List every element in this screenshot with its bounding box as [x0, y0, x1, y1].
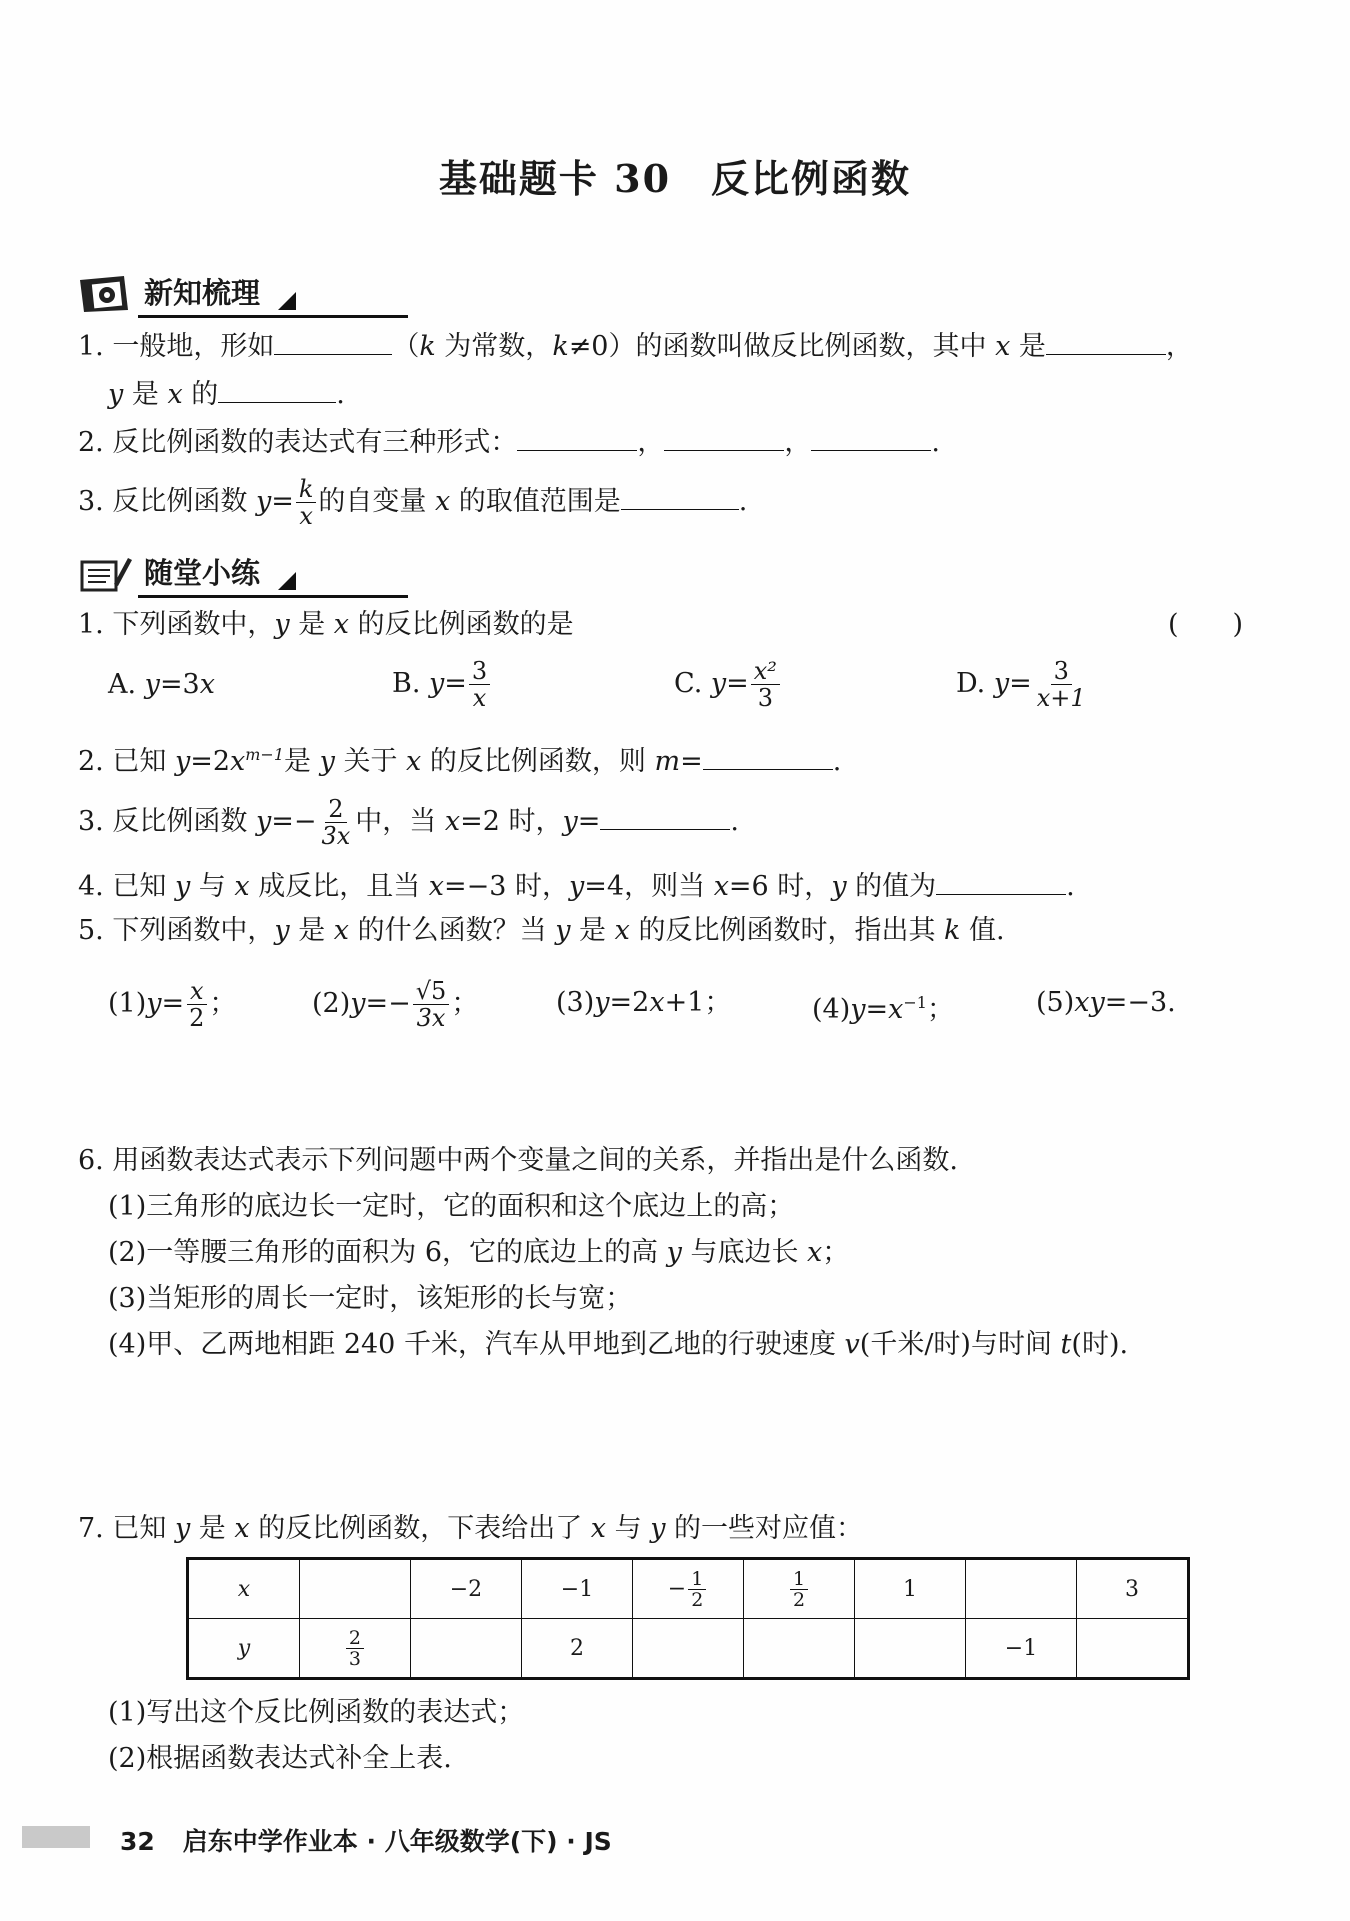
table-row-y	[188, 1619, 1189, 1679]
section-header-practice	[78, 550, 296, 594]
sub-item-2: (2)y=− $\frac{√5}{3x}$ ；	[312, 977, 479, 1032]
table-cell: −2	[410, 1559, 521, 1619]
sub-item-7-2: (2)根据函数表达式补全上表.	[108, 1743, 452, 1774]
sub-item-6-1: (1)三角形的底边长一定时，它的面积和这个底边上的高；	[108, 1191, 795, 1222]
practice-item-2: 2. 已知 $y=2x^{m-1}$是 y 关于 x 的反比例函数，则 m= .	[78, 745, 842, 777]
fraction: $\frac{2}{3}$	[346, 1628, 364, 1669]
knowledge-item-2: 2. 反比例函数的表达式有三种形式： ， ， .	[78, 424, 940, 460]
section-label: 随堂小练	[144, 556, 261, 590]
answer-blank[interactable]	[664, 424, 784, 451]
table-cell: 2	[521, 1619, 632, 1679]
table-cell[interactable]	[299, 1559, 410, 1619]
page-title	[0, 148, 1350, 203]
title-sub: 反比例函数	[711, 156, 912, 201]
table-cell: −1	[965, 1619, 1076, 1679]
knowledge-item-1-cont: y 是 x 的 .	[108, 376, 345, 412]
answer-blank[interactable]	[621, 483, 739, 510]
answer-blank[interactable]	[936, 868, 1066, 895]
table-row-x	[188, 1559, 1189, 1619]
option-b[interactable]: B. y= $\frac{3}{x}$	[392, 658, 492, 711]
sub-item-6-3: (3)当矩形的周长一定时，该矩形的长与宽；	[108, 1283, 633, 1314]
table-cell: 3	[1077, 1559, 1189, 1619]
page-number: 32	[120, 1827, 155, 1856]
practice-item-7: 7. 已知 y 是 x 的反比例函数，下表给出了 x 与 y 的一些对应值：	[78, 1513, 864, 1544]
sub-item-3: (3)y=2x+1；	[556, 987, 732, 1018]
answer-blank[interactable]	[1046, 328, 1166, 355]
sub-item-7-1: (1)写出这个反比例函数的表达式；	[108, 1697, 525, 1728]
notebook-pen-icon	[78, 554, 134, 594]
section-underline	[138, 595, 408, 598]
table-cell[interactable]	[633, 1619, 744, 1679]
answer-blank[interactable]	[274, 328, 392, 355]
sub-item-4: $(4)y=x^{-1}$；	[812, 993, 954, 1025]
answer-blank[interactable]	[811, 424, 931, 451]
option-c[interactable]: C. y= $\frac{\text{x²}}{3}$	[674, 658, 782, 711]
page-footer	[120, 1822, 612, 1858]
values-table	[186, 1557, 1190, 1680]
option-a[interactable]: A. y=3x	[108, 669, 215, 700]
sub-item-6-2: (2)一等腰三角形的面积为 6，它的底边上的高 y 与底边长 x；	[108, 1237, 850, 1268]
answer-blank[interactable]	[600, 803, 730, 830]
corner-triangle-icon	[278, 292, 296, 310]
answer-blank[interactable]	[703, 743, 833, 770]
practice-item-4: 4. 已知 y 与 x 成反比，且当 x=−3 时，y=4，则当 x=6 时，y 的值为 .	[78, 868, 1075, 904]
title-main: 基础题卡 30	[438, 156, 672, 201]
fraction: $\frac{1}{2}$	[688, 1569, 706, 1610]
footer-bar	[22, 1826, 90, 1848]
answer-blank[interactable]	[517, 424, 637, 451]
table-header-cell: y	[188, 1619, 300, 1679]
option-d[interactable]: D. y= $\frac{3}{x+1}$	[956, 657, 1086, 712]
table-cell: 1	[855, 1559, 966, 1619]
section-underline	[138, 315, 408, 318]
practice-item-1: 1. 下列函数中，y 是 x 的反比例函数的是 ( )	[78, 609, 1244, 640]
section-header-new-knowledge	[78, 270, 296, 314]
table-header-cell: x	[188, 1559, 300, 1619]
table-cell[interactable]	[855, 1619, 966, 1679]
table-cell: −1	[521, 1559, 632, 1619]
table-cell: − $\frac{1}{2}$	[633, 1559, 744, 1619]
table-cell	[744, 1559, 855, 1619]
corner-triangle-icon	[278, 572, 296, 590]
knowledge-item-3: 3. 反比例函数 y= $\frac{k}{x}$ 的自变量 x 的取值范围是 .	[78, 475, 748, 530]
answer-blank[interactable]	[218, 376, 336, 403]
book-title: 启东中学作业本 · 八年级数学(下) · JS	[182, 1827, 612, 1856]
section-label: 新知梳理	[144, 276, 261, 310]
sub-item-1: (1)y= $\frac{x}{2}$ ；	[108, 977, 237, 1032]
practice-item-6: 6. 用函数表达式表示下列问题中两个变量之间的关系，并指出是什么函数.	[78, 1145, 958, 1176]
knowledge-item-1: 1. 一般地，形如 （k 为常数，k≠0）的函数叫做反比例函数，其中 x 是 ，	[78, 328, 1193, 364]
fraction: $\frac{1}{2}$	[790, 1569, 808, 1610]
fraction: $\frac{k}{x}$	[296, 476, 317, 529]
practice-item-5: 5. 下列函数中，y 是 x 的什么函数？当 y 是 x 的反比例函数时，指出其 k 值.	[78, 915, 1005, 946]
table-cell[interactable]	[744, 1619, 855, 1679]
camera-badge-icon	[78, 274, 134, 314]
practice-item-3: 3. 反比例函数 y=− $\frac{2}{3x}$ 中，当 x=2 时，y= .	[78, 795, 739, 850]
sub-item-5: (5)xy=−3.	[1036, 987, 1176, 1018]
table-cell[interactable]	[965, 1559, 1076, 1619]
table-cell[interactable]	[410, 1619, 521, 1679]
table-cell	[299, 1619, 410, 1679]
table-cell[interactable]	[1077, 1619, 1189, 1679]
sub-item-6-4: (4)甲、乙两地相距 240 千米，汽车从甲地到乙地的行驶速度 v(千米/时)与时间 t(时).	[108, 1329, 1129, 1360]
